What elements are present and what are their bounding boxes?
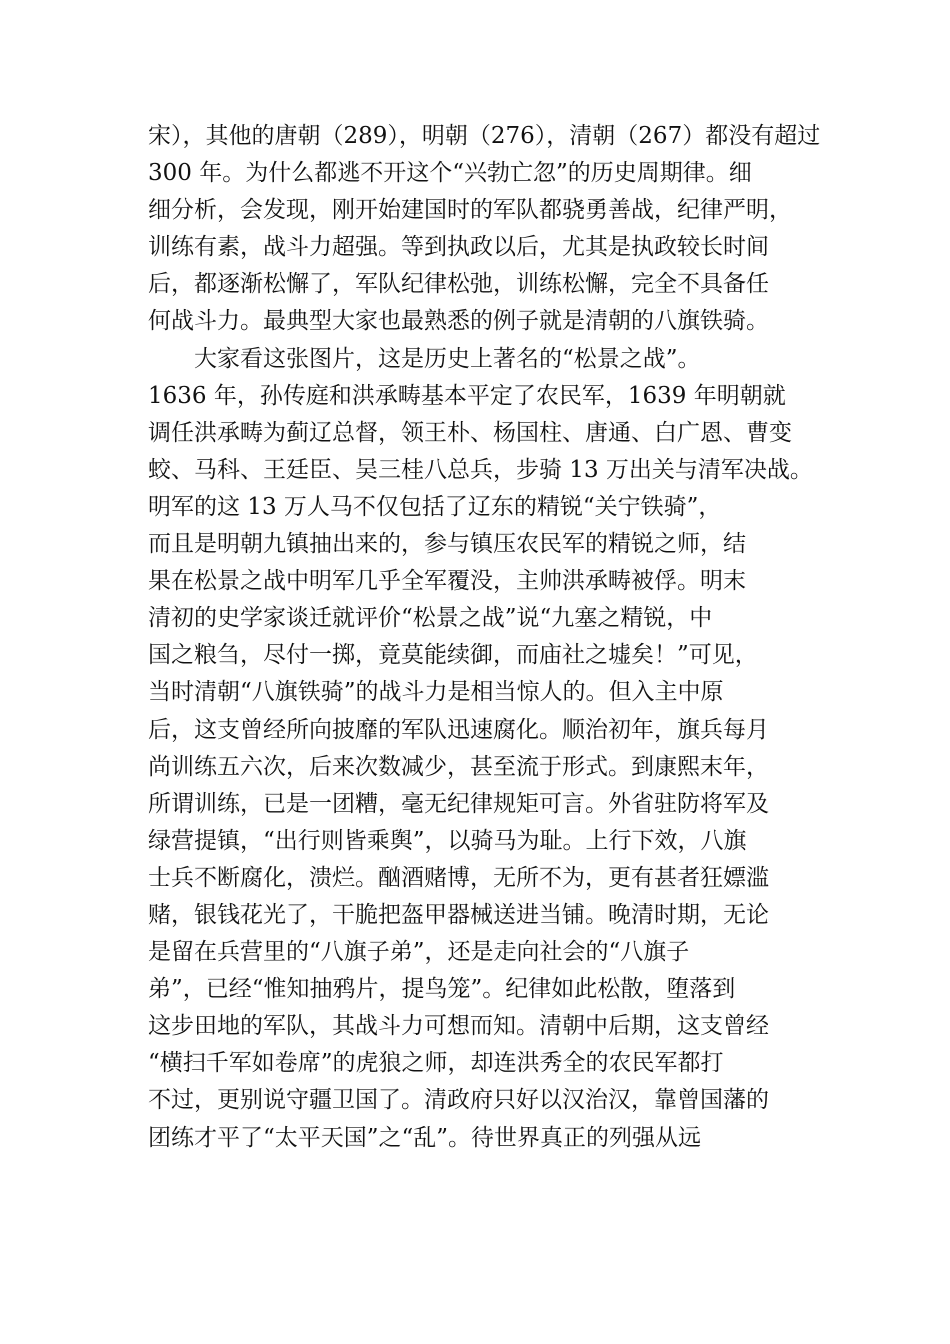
text-line: 何战斗力。最典型大家也最熟悉的例子就是清朝的八旗铁骑。 [148,308,769,335]
text-line: 是留在兵营里的“八旗子弟”，还是走向社会的“八旗子 [148,939,690,966]
body-text [148,118,828,1157]
text-line: 而且是明朝九镇抽出来的，参与镇压农民军的精锐之师，结 [148,531,746,558]
text-line: 蛟、马科、王廷臣、吴三桂八总兵，步骑 13 万出关与清军决战。 [148,456,813,483]
text-line: 后，这支曾经所向披靡的军队迅速腐化。顺治初年，旗兵每月 [148,716,769,743]
text-line: 赌，银钱花光了，干脆把盔甲器械送进当铺。晚清时期，无论 [148,901,769,928]
text-line: 调任洪承畴为蓟辽总督，领王朴、杨国柱、唐通、白广恩、曹变 [148,419,792,446]
text-line: 这步田地的军队，其战斗力可想而知。清朝中后期，这支曾经 [148,1013,769,1040]
text-line: 训练有素，战斗力超强。等到执政以后，尤其是执政较长时间 [148,234,769,261]
text-line: “横扫千军如卷席”的虎狼之师，却连洪秀全的农民军都打 [148,1050,724,1077]
text-line: 不过，更别说守疆卫国了。清政府只好以汉治汉，靠曾国藩的 [148,1087,769,1114]
text-line: 明军的这 13 万人马不仅包括了辽东的精锐“关宁铁骑”， [148,493,722,520]
text-line: 300 年。为什么都逃不开这个“兴勃亡忽”的历史周期律。细 [148,160,752,187]
text-line: 1636 年，孙传庭和洪承畴基本平定了农民军，1639 年明朝就 [148,382,786,409]
text-line: 团练才平了“太平天国”之“乱”。待世界真正的列强从远 [148,1124,702,1151]
text-line: 国之粮刍，尽付一掷，竟莫能续御，而庙社之墟矣！”可见， [148,642,758,669]
text-line: 士兵不断腐化，溃烂。酗酒赌博，无所不为，更有甚者狂嫖滥 [148,864,769,891]
text-line: 细分析，会发现，刚开始建国时的军队都骁勇善战，纪律严明， [148,197,792,224]
text-line: 大家看这张图片，这是历史上著名的“松景之战”。 [148,345,701,372]
text-line: 清初的史学家谈迁就评价“松景之战”说“九塞之精锐，中 [148,605,713,632]
text-line: 当时清朝“八旗铁骑”的战斗力是相当惊人的。但入主中原 [148,679,724,706]
text-line: 弟”，已经“惟知抽鸦片，提鸟笼”。纪律如此松散，堕落到 [148,976,736,1003]
text-line: 后，都逐渐松懈了，军队纪律松弛，训练松懈，完全不具备任 [148,271,769,298]
text-line: 所谓训练，已是一团糟，毫无纪律规矩可言。外省驻防将军及 [148,790,769,817]
text-line: 尚训练五六次，后来次数减少，甚至流于形式。到康熙末年， [148,753,769,780]
text-line: 绿营提镇，“出行则皆乘舆”，以骑马为耻。上行下效，八旗 [148,827,747,854]
text-line: 果在松景之战中明军几乎全军覆没，主帅洪承畴被俘。明末 [148,568,746,595]
text-line: 宋），其他的唐朝（289），明朝（276），清朝（267）都没有超过 [148,123,821,149]
